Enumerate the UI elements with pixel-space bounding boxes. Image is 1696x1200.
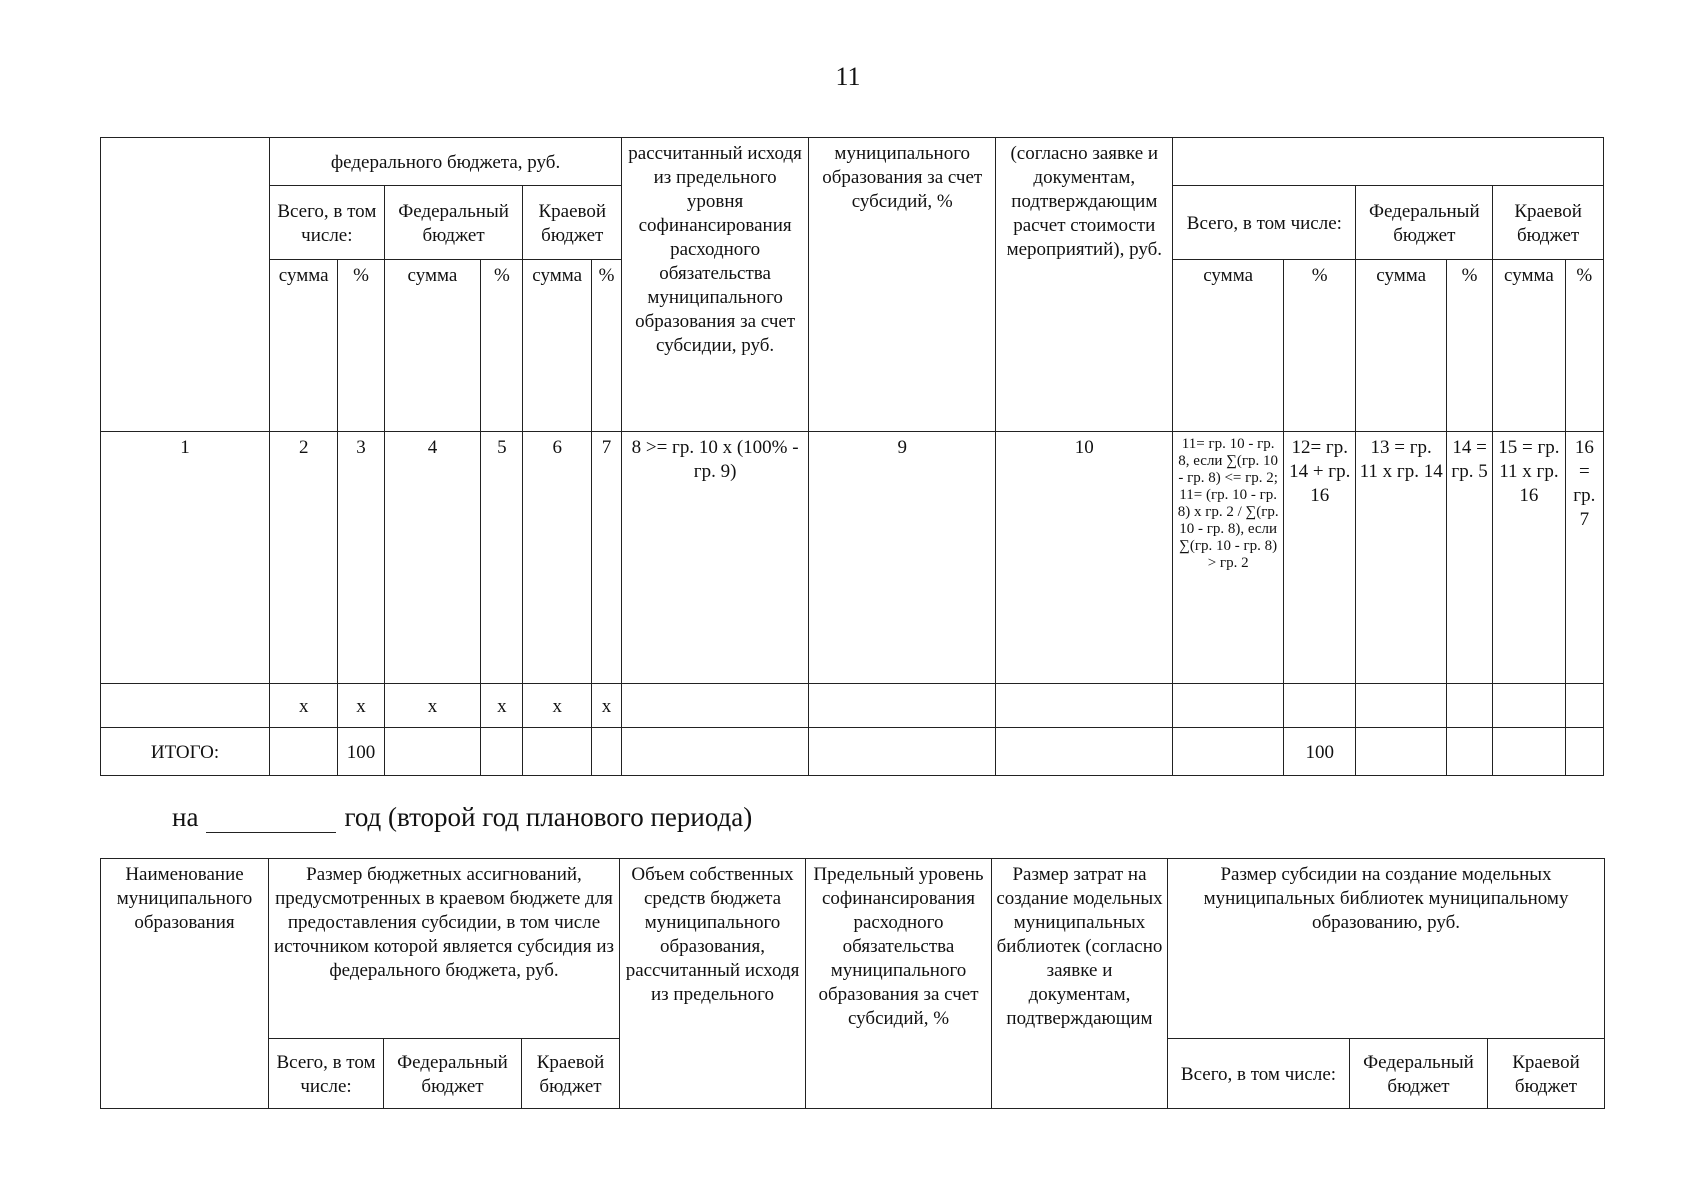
table-cell	[996, 684, 1173, 728]
subsidy-regional-header: Краевой бюджет	[1493, 186, 1604, 260]
percent-header: %	[1565, 260, 1603, 432]
period-caption	[172, 802, 752, 833]
own-funds-header: Объем собственных средств бюджета муниципального образования, рассчитанный исходя из предельного	[620, 859, 806, 1109]
column-formula: 13 = гр. 11 x гр. 14	[1356, 432, 1447, 684]
subsidy-total-header: Всего, в том числе:	[1173, 186, 1356, 260]
subsidy-regional-header: Краевой бюджет	[1488, 1039, 1605, 1109]
column-number: 1	[101, 432, 270, 684]
table-cell	[523, 728, 591, 776]
total-header: Всего, в том числе:	[269, 1039, 384, 1109]
percent-header: %	[1283, 260, 1355, 432]
subsidy-size-header	[1173, 138, 1604, 186]
x-mark: x	[523, 684, 591, 728]
column-number: 7	[591, 432, 621, 684]
x-mark: x	[384, 684, 481, 728]
caption-suffix: год (второй год планового периода)	[344, 802, 753, 832]
column-number: 2	[270, 432, 338, 684]
column-number: 6	[523, 432, 591, 684]
percent-header: %	[481, 260, 523, 432]
table-cell	[270, 728, 338, 776]
x-mark: x	[481, 684, 523, 728]
total-percent: 100	[1283, 728, 1355, 776]
regional-budget-header: Краевой бюджет	[523, 186, 622, 260]
sum-header: сумма	[1493, 260, 1565, 432]
column-number: 5	[481, 432, 523, 684]
subsidy-federal-header: Федеральный бюджет	[1356, 186, 1493, 260]
table-cell	[996, 728, 1173, 776]
column-number: 3	[338, 432, 384, 684]
subsidy-table-continued	[100, 137, 1604, 776]
table-cell	[101, 684, 270, 728]
costs-header: (согласно заявке и документам, подтверждающим расчет стоимости мероприятий), руб.	[996, 138, 1173, 432]
percent-header: %	[338, 260, 384, 432]
subsidy-total-header: Всего, в том числе:	[1168, 1039, 1350, 1109]
x-mark: x	[270, 684, 338, 728]
table-cell	[809, 684, 996, 728]
sum-header: сумма	[270, 260, 338, 432]
name-column-header: Наименование муниципального образования	[101, 859, 269, 1109]
limit-level-header: муниципального образования за счет субсидий, %	[809, 138, 996, 432]
regional-budget-header: Краевой бюджет	[522, 1039, 620, 1109]
subsidy-federal-header: Федеральный бюджет	[1350, 1039, 1488, 1109]
table-cell	[1565, 684, 1603, 728]
sum-header: сумма	[523, 260, 591, 432]
column-number: 4	[384, 432, 481, 684]
table-cell	[1493, 728, 1565, 776]
column-formula: 11= гр. 10 - гр. 8, если ∑(гр. 10 - гр. 8) <= гр. 2; 11= (гр. 10 - гр. 8) x гр. 2 / ∑(гр. 10 - гр. 8), если ∑(гр. 10 - гр. 8) > гр. 2	[1173, 432, 1284, 684]
federal-budget-header: Федеральный бюджет	[384, 1039, 522, 1109]
allocations-header: Размер бюджетных ассигнований, предусмотренных в краевом бюджете для предоставления субсидии, в том числе источником которой является субсидия из федерального бюджета, руб.	[269, 859, 620, 1039]
table-cell	[1565, 728, 1603, 776]
percent-header: %	[591, 260, 621, 432]
column-formula: 8 >= гр. 10 x (100% - гр. 9)	[622, 432, 809, 684]
own-funds-header: рассчитанный исходя из предельного уровня софинансирования расходного обязательства муниципального образования за счет субсидии, руб.	[622, 138, 809, 432]
allocations-header: федерального бюджета, руб.	[270, 138, 622, 186]
table-cell	[1356, 728, 1447, 776]
table-cell	[1446, 728, 1492, 776]
table-cell	[591, 728, 621, 776]
total-label: ИТОГО:	[101, 728, 270, 776]
federal-budget-header: Федеральный бюджет	[384, 186, 523, 260]
table-cell	[809, 728, 996, 776]
table-cell	[1493, 684, 1565, 728]
sum-header: сумма	[384, 260, 481, 432]
year-blank-line	[206, 806, 336, 833]
total-percent: 100	[338, 728, 384, 776]
column-formula: 12= гр. 14 + гр. 16	[1283, 432, 1355, 684]
x-mark: x	[591, 684, 621, 728]
subsidy-table-second-year	[100, 858, 1605, 1109]
table-cell	[1173, 684, 1284, 728]
caption-prefix: на	[172, 802, 199, 832]
table-cell	[481, 728, 523, 776]
page-number: 11	[835, 62, 861, 91]
sum-header: сумма	[1173, 260, 1284, 432]
limit-level-header: Предельный уровень софинансирования расходного обязательства муниципального образования за счет субсидий, %	[806, 859, 992, 1109]
column-formula: 15 = гр. 11 x гр. 16	[1493, 432, 1565, 684]
table-cell	[384, 728, 481, 776]
percent-header: %	[1446, 260, 1492, 432]
table-cell	[1356, 684, 1447, 728]
total-header: Всего, в том числе:	[270, 186, 385, 260]
table-cell	[1173, 728, 1284, 776]
sum-header: сумма	[1356, 260, 1447, 432]
x-mark: x	[338, 684, 384, 728]
table-cell	[1283, 684, 1355, 728]
column-number: 10	[996, 432, 1173, 684]
table-cell	[1446, 684, 1492, 728]
table-cell	[622, 684, 809, 728]
column-formula: 14 = гр. 5	[1446, 432, 1492, 684]
column-formula: 16 = гр. 7	[1565, 432, 1603, 684]
subsidy-size-header: Размер субсидии на создание модельных муниципальных библиотек муниципальному образованию, руб.	[1168, 859, 1605, 1039]
costs-header: Размер затрат на создание модельных муниципальных библиотек (согласно заявке и документам, подтверждающим	[992, 859, 1168, 1109]
table-cell	[622, 728, 809, 776]
column-number: 9	[809, 432, 996, 684]
name-column-header	[101, 138, 270, 432]
